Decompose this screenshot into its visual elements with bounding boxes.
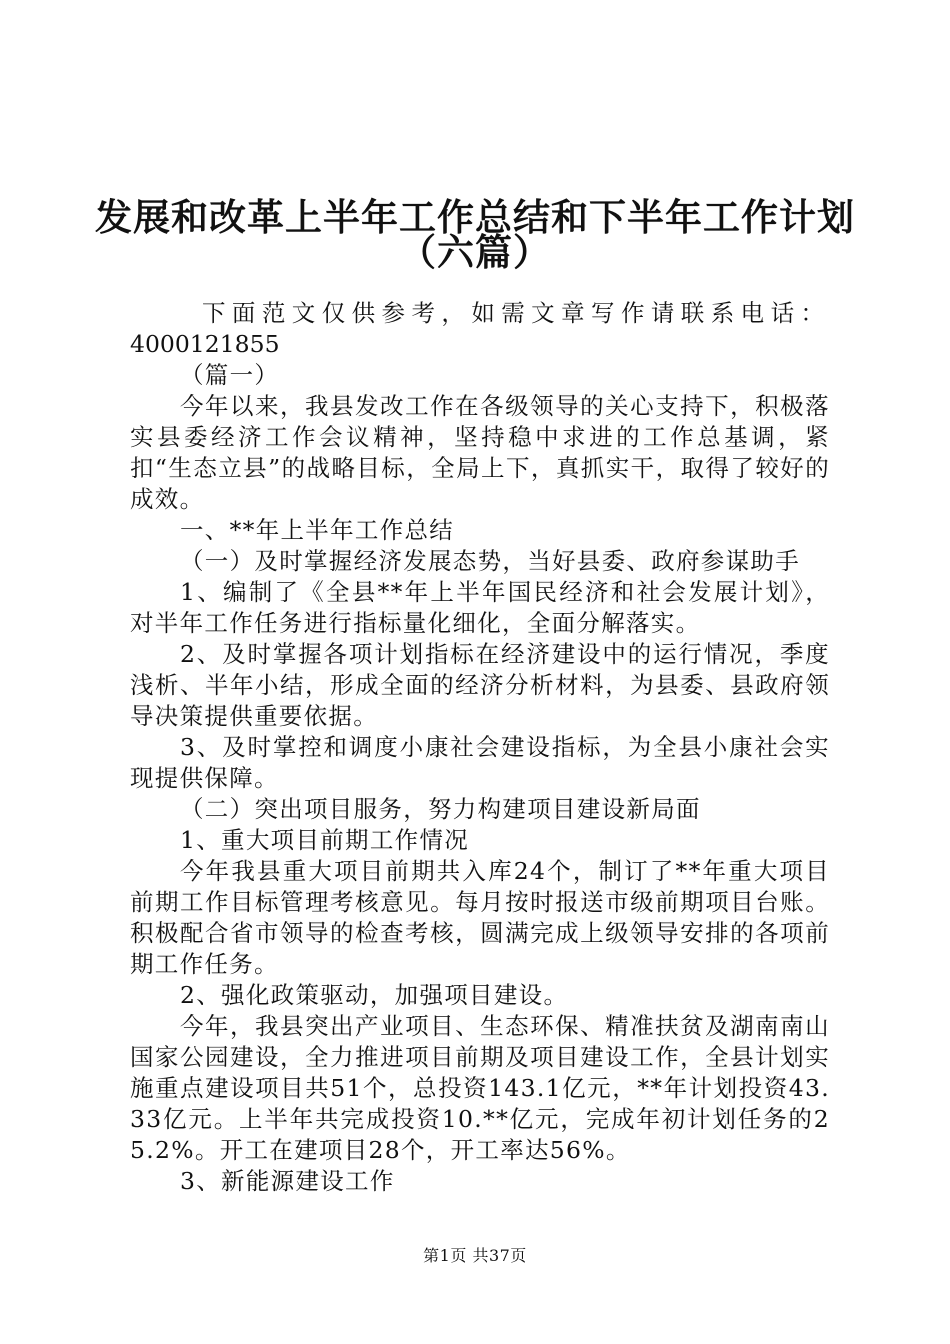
paragraph: 今年，我县突出产业项目、生态环保、精准扶贫及湖南南山国家公园建设，全力推进项目前期及项目建设工作，全县计划实施重点建设项目共51个，总投资143.1亿元，**年计划投资43.33亿元。上半年共完成投资10.**亿元，完成年初计划任务的25.2%。开工在建项目28个，开工率达56%。 — [130, 1012, 830, 1164]
contact-notice: 下面范文仅供参考，如需文章写作请联系电话： — [202, 299, 830, 327]
paragraph: 今年我县重大项目前期共入库24个，制订了**年重大项目前期工作目标管理考核意见。每月按时报送市级前期项目台账。积极配合省市领导的检查考核，圆满完成上级领导安排的各项前期工作任务。 — [130, 857, 830, 978]
paragraph: 2、及时掌握各项计划指标在经济建设中的运行情况，季度浅析、半年小结，形成全面的经济分析材料，为县委、县政府领导决策提供重要依据。 — [130, 640, 830, 730]
page-number: 第1页 共37页 — [423, 1246, 527, 1265]
heading-level2: （二）突出项目服务，努力构建项目建设新局面 — [180, 795, 701, 823]
heading-level1: 一、**年上半年工作总结 — [180, 516, 455, 544]
paragraph: 今年以来，我县发改工作在各级领导的关心支持下，积极落实县委经济工作会议精神，坚持稳中求进的工作总基调，紧扣“生态立县”的战略目标，全局上下，真抓实干，取得了较好的成效。 — [130, 392, 830, 513]
contact-phone: 4000121855 — [130, 330, 280, 358]
document-title-suffix: （六篇） — [399, 230, 551, 274]
document-title: 发展和改革上半年工作总结和下半年工作计划 — [95, 195, 855, 239]
heading-level3: 2、强化政策驱动，加强项目建设。 — [180, 981, 569, 1009]
paragraph: 3、及时掌控和调度小康社会建设指标，为全县小康社会实现提供保障。 — [130, 733, 830, 792]
heading-level3: 3、新能源建设工作 — [180, 1167, 395, 1195]
heading-level2: （一）及时掌握经济发展态势，当好县委、政府参谋助手 — [180, 547, 800, 575]
section-heading: （篇一） — [180, 361, 280, 389]
heading-level3: 1、重大项目前期工作情况 — [180, 826, 470, 854]
paragraph: 1、编制了《全县**年上半年国民经济和社会发展计划》，对半年工作任务进行指标量化细化，全面分解落实。 — [130, 578, 830, 637]
document-body — [130, 298, 830, 1197]
